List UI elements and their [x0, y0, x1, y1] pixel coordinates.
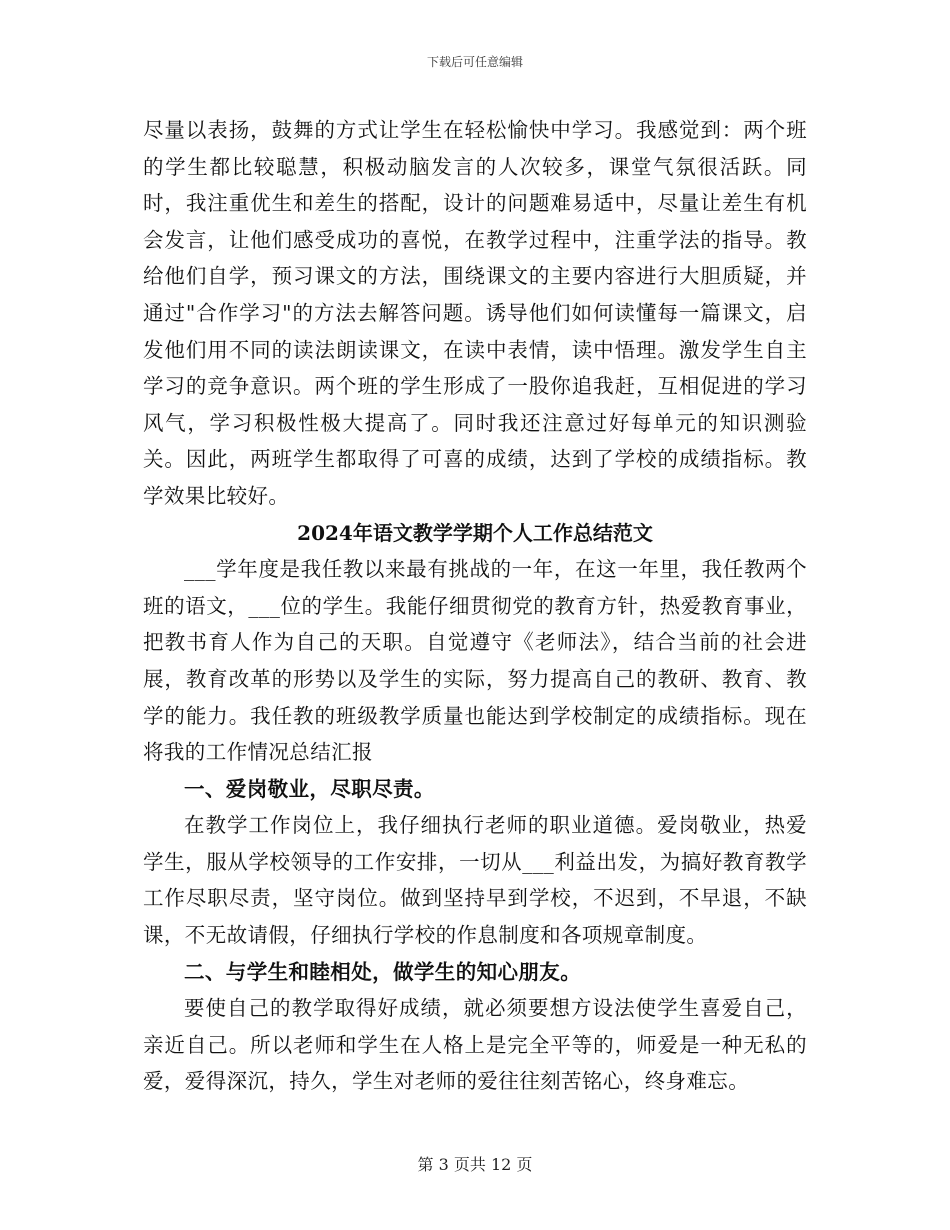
heading-students: 二、与学生和睦相处，做学生的知心朋友。 — [184, 959, 582, 984]
paragraph-continuation: 尽量以表扬，鼓舞的方式让学生在轻松愉快中学习。我感觉到：两个班的学生都比较聪慧，积极动脑发言的人次较多，课堂气氛很活跃。同时，我注重优生和差生的搭配，设计的问题难易适中，尽量让差生有机会发言，让他们感受成功的喜悦，在教学过程中，注重学法的指导。教给他们自学，预习课文的方法，围绕课文的主要内容进行大胆质疑，并通过"合作学习"的方法去解答问题。诱导他们如何读懂每一篇课文，启发他们用不同的读法朗读课文，在读中表情，读中悟理。激发学生自主学习的竞争意识。两个班的学生形成了一股你追我赶，互相促进的学习风气，学习积极性极大提高了。同时我还注意过好每单元的知识测验关。因此，两班学生都取得了可喜的成绩，达到了学校的成绩指标。教学效果比较好。 — [143, 118, 807, 508]
page-number-footer: 第 3 页共 12 页 — [417, 1155, 533, 1174]
heading-dedication: 一、爱岗敬业，尽职尽责。 — [184, 776, 435, 801]
section-title: 2024年语文教学学期个人工作总结范文 — [297, 520, 653, 545]
page-header-note: 下载后可任意编辑 — [426, 55, 523, 69]
document-body — [143, 112, 807, 1100]
paragraph-students: 要使自己的教学取得好成绩，就必须要想方设法使学生喜爱自己，亲近自己。所以老师和学生在人格上是完全平等的，师爱是一种无私的爱，爱得深沉，持久，学生对老师的爱往往刻苦铭心，终身难忘。 — [143, 996, 807, 1094]
paragraph-dedication: 在教学工作岗位上，我仔细执行老师的职业道德。爱岗敬业，热爱学生，服从学校领导的工作安排，一切从___利益出发，为搞好教育教学工作尽职尽责，坚守岗位。做到坚持早到学校，不迟到，不早退，不缺课，不无故请假，仔细执行学校的作息制度和各项规章制度。 — [143, 813, 807, 948]
paragraph-intro: ___学年度是我任教以来最有挑战的一年，在这一年里，我任教两个班的语文，___位的学生。我能仔细贯彻党的教育方针，热爱教育事业，把教书育人作为自己的天职。自觉遵守《老师法》，结合当前的社会进展，教育改革的形势以及学生的实际，努力提高自己的教研、教育、教学的能力。我任教的班级教学质量也能达到学校制定的成绩指标。现在将我的工作情况总结汇报 — [143, 557, 807, 765]
